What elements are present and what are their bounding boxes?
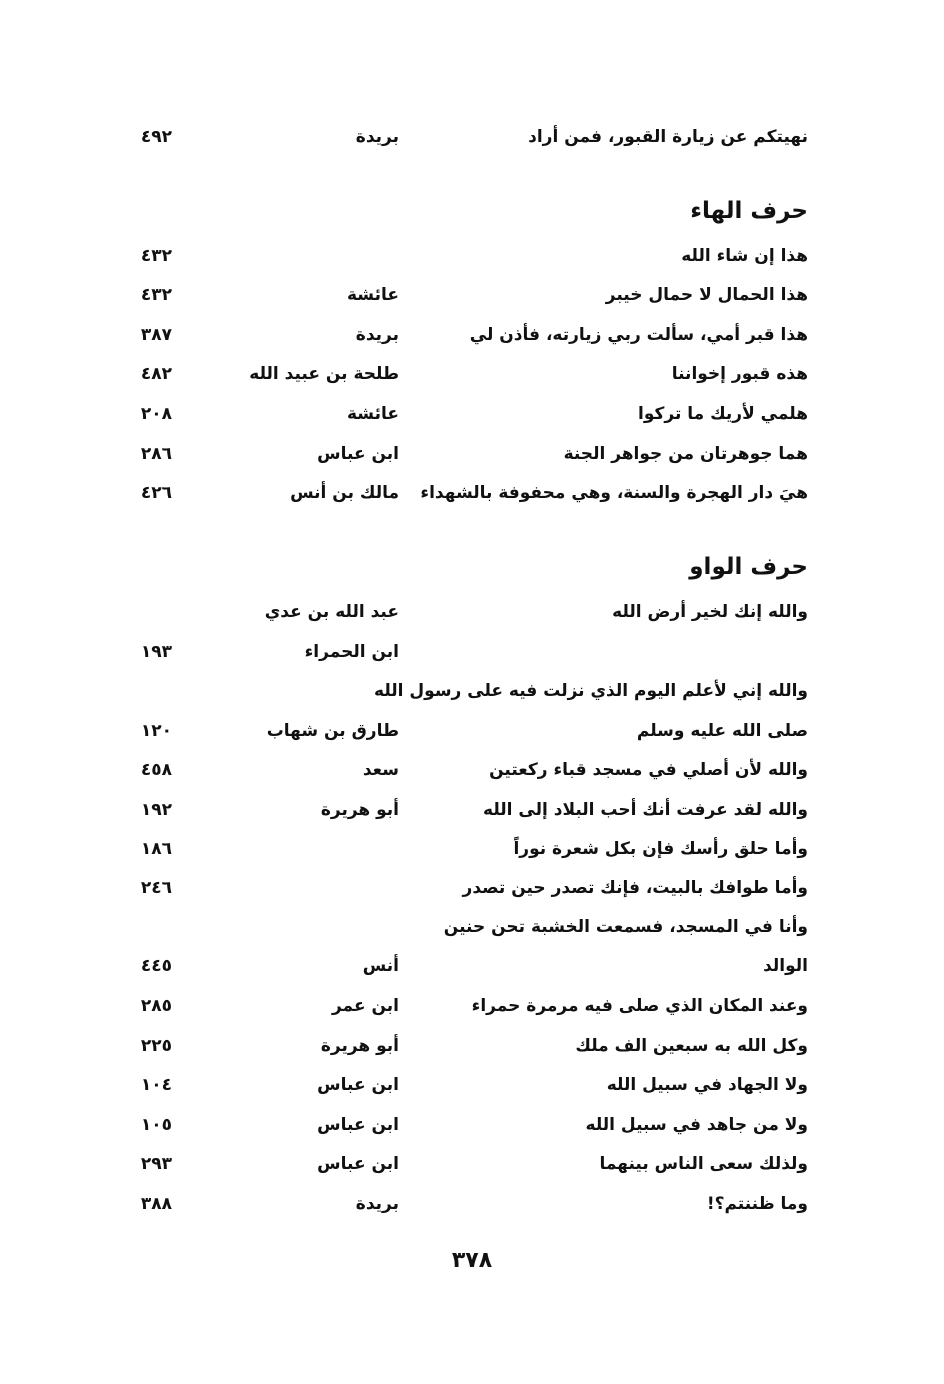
entry-text: نهيتكم عن زيارة القبور، فمن أراد — [528, 127, 808, 147]
entry-text: والله إنك لخير أرض الله — [612, 602, 808, 622]
entry-narrator: عائشة — [347, 404, 399, 424]
index-entry — [0, 946, 944, 986]
index-entry — [0, 790, 944, 830]
entry-text: هذا إن شاء الله — [681, 246, 808, 266]
entry-page-number: ٤٣٢ — [140, 246, 172, 266]
entry-narrator: سعد — [362, 760, 399, 780]
entry-narrator: ابن عباس — [317, 1075, 399, 1095]
index-entry — [0, 236, 944, 276]
entry-text: ولا الجهاد في سبيل الله — [606, 1075, 808, 1095]
entry-text — [408, 632, 808, 672]
entry-text: وأما حلق رأسك فإن بكل شعرة نوراً — [513, 839, 808, 859]
entry-narrator: بريدة — [355, 325, 399, 345]
entry-text: والله إني لأعلم اليوم الذي نزلت فيه على رسول الله — [374, 681, 808, 701]
entry-page-number: ٤٥٨ — [140, 760, 172, 780]
entry-narrator: أنس — [362, 956, 399, 976]
section-title-waw: حرف الواو — [689, 554, 808, 580]
index-entry — [0, 1105, 944, 1145]
entry-text: وما ظننتم؟! — [706, 1194, 808, 1214]
entry-page-number: ٢٢٥ — [140, 1036, 172, 1056]
entry-page-number: ٤٣٢ — [140, 285, 172, 305]
entry-narrator: مالك بن أنس — [290, 483, 399, 503]
index-entry — [0, 315, 944, 355]
entry-narrator: بريدة — [355, 127, 399, 147]
entry-text: وعند المكان الذي صلى فيه مرمرة حمراء — [471, 996, 808, 1016]
entry-narrator: أبو هريرة — [320, 800, 399, 820]
index-entry — [0, 394, 944, 434]
index-entry — [0, 434, 944, 474]
entry-narrator — [179, 829, 399, 869]
entry-narrator: طلحة بن عبيد الله — [249, 364, 399, 384]
index-entry — [0, 632, 944, 672]
entry-page-number: ١٢٠ — [140, 721, 172, 741]
index-entry — [0, 671, 944, 711]
entry-text: هذا قبر أمي، سألت ربي زيارته، فأذن لي — [469, 325, 808, 345]
entry-narrator — [179, 907, 399, 947]
entry-page-number: ٤٢٦ — [140, 483, 172, 503]
entry-narrator — [179, 671, 399, 711]
index-entry — [0, 1144, 944, 1184]
entry-page-number: ٣٨٨ — [140, 1194, 172, 1214]
index-entry — [0, 750, 944, 790]
entry-narrator: طارق بن شهاب — [266, 721, 399, 741]
entry-narrator: بريدة — [355, 1194, 399, 1214]
entry-page-number: ١٠٤ — [140, 1075, 172, 1095]
index-entry — [0, 711, 944, 751]
entry-narrator: أبو هريرة — [320, 1036, 399, 1056]
entry-page-number: ٤٨٢ — [140, 364, 172, 384]
index-entry — [0, 1065, 944, 1105]
entry-text: هذه قبور إخواننا — [671, 364, 808, 384]
index-entry — [0, 117, 944, 157]
entry-text: هذا الحمال لا حمال خيبر — [605, 285, 808, 305]
entry-page-number: ٢٤٦ — [140, 878, 172, 898]
entry-page-number: ٤٤٥ — [140, 956, 172, 976]
entry-page-number: ٤٩٢ — [140, 127, 172, 147]
entry-page-number — [92, 907, 172, 947]
index-entry — [0, 868, 944, 908]
entry-narrator — [179, 868, 399, 908]
entry-text: الوالد — [763, 956, 808, 976]
index-entry — [0, 354, 944, 394]
entry-text: هلمي لأريك ما تركوا — [638, 404, 808, 424]
entry-page-number: ٢٨٦ — [140, 444, 172, 464]
entry-text: ولا من جاهد في سبيل الله — [585, 1115, 808, 1135]
entry-narrator: ابن عباس — [317, 1154, 399, 1174]
entry-text: صلى الله عليه وسلم — [636, 721, 808, 741]
index-entry — [0, 986, 944, 1026]
index-entry — [0, 473, 944, 513]
index-entry — [0, 1026, 944, 1066]
entry-text: وكل الله به سبعين الف ملك — [575, 1036, 808, 1056]
entry-page-number: ٢٨٥ — [140, 996, 172, 1016]
entry-text: وأنا في المسجد، فسمعت الخشبة تحن حنين — [443, 917, 808, 937]
entry-text: هما جوهرتان من جواهر الجنة — [563, 444, 808, 464]
entry-page-number: ١٨٦ — [140, 839, 172, 859]
entry-page-number: ٢٩٣ — [140, 1154, 172, 1174]
entry-text: والله لأن أصلي في مسجد قباء ركعتين — [489, 760, 808, 780]
entry-narrator: ابن الحمراء — [304, 642, 399, 662]
entry-page-number: ٢٠٨ — [140, 404, 172, 424]
index-entry — [0, 907, 944, 947]
index-entry — [0, 275, 944, 315]
entry-narrator: ابن عباس — [317, 1115, 399, 1135]
entry-narrator: ابن عباس — [317, 444, 399, 464]
entry-narrator: عبد الله بن عدي — [264, 602, 399, 622]
entry-text: وأما طوافك بالبيت، فإنك تصدر حين تصدر — [462, 878, 808, 898]
entry-narrator: ابن عمر — [331, 996, 399, 1016]
entry-page-number: ١٩٢ — [140, 800, 172, 820]
entry-text: هيَ دار الهجرة والسنة، وهي محفوفة بالشهداء — [420, 483, 808, 503]
entry-narrator: عائشة — [347, 285, 399, 305]
entry-text: ولذلك سعى الناس بينهما — [599, 1154, 808, 1174]
entry-narrator — [179, 236, 399, 276]
section-title-ha: حرف الهاء — [690, 198, 808, 224]
index-entry — [0, 829, 944, 869]
entry-page-number — [92, 671, 172, 711]
index-entry — [0, 1184, 944, 1224]
index-entry — [0, 592, 944, 632]
entry-page-number: ١٠٥ — [140, 1115, 172, 1135]
entry-text: والله لقد عرفت أنك أحب البلاد إلى الله — [483, 800, 808, 820]
entry-page-number: ٣٨٧ — [140, 325, 172, 345]
entry-page-number — [92, 592, 172, 632]
page-number-folio: ٣٧٨ — [451, 1248, 493, 1273]
entry-page-number: ١٩٣ — [140, 642, 172, 662]
